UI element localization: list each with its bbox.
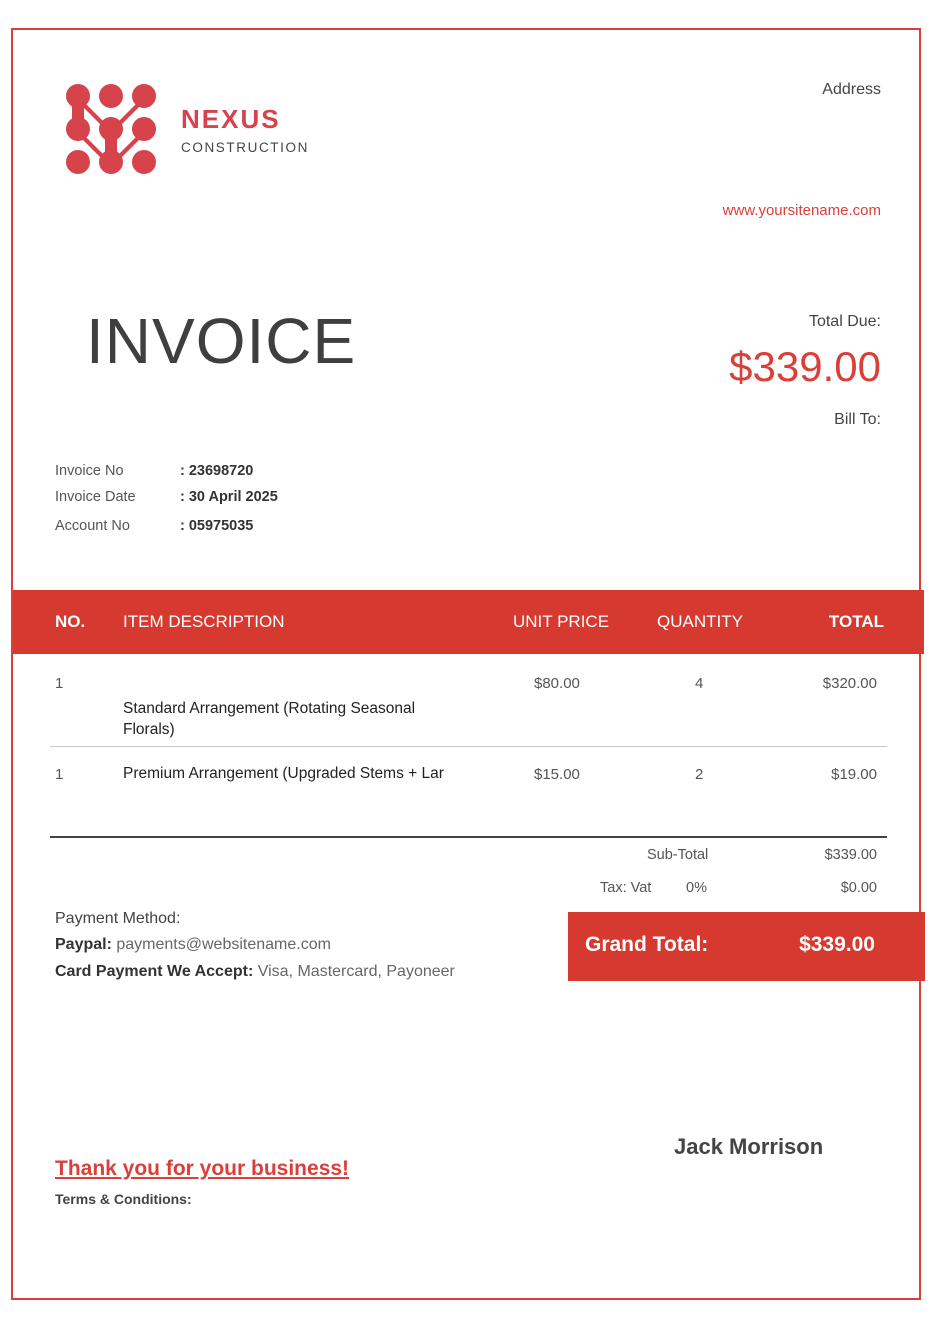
- bill-to-label: Bill To:: [834, 411, 881, 428]
- card-line: [55, 963, 455, 981]
- card-label: Card Payment We Accept:: [55, 963, 254, 980]
- paypal-value: payments@websitename.com: [116, 936, 331, 953]
- items-table-header: [13, 590, 924, 654]
- row-divider: [50, 746, 887, 747]
- invoice-no-value: : 23698720: [180, 463, 254, 479]
- row-unit-price: $15.00: [534, 766, 580, 783]
- tax-rate: 0%: [686, 880, 707, 896]
- subtotal-value: $339.00: [824, 847, 877, 863]
- row-description: Premium Arrangement (Upgraded Stems + Lar: [123, 765, 444, 782]
- website-link[interactable]: www.yoursitename.com: [722, 202, 881, 219]
- brand-subtitle: CONSTRUCTION: [181, 140, 309, 155]
- row-unit-price: $80.00: [534, 675, 580, 692]
- header-total: TOTAL: [828, 612, 884, 631]
- table-bottom-divider: [50, 836, 887, 838]
- brand-name: NEXUS: [181, 104, 281, 134]
- subtotal-label: Sub-Total: [647, 847, 709, 863]
- terms-label: Terms & Conditions:: [55, 1191, 192, 1207]
- invoice-date-value: : 30 April 2025: [180, 489, 278, 505]
- header-no: NO.: [55, 612, 86, 631]
- header-description: ITEM DESCRIPTION: [123, 612, 285, 631]
- row-no: 1: [55, 766, 64, 783]
- row-description: Standard Arrangement (Rotating Seasonal Florals): [123, 700, 416, 738]
- account-no-label: Account No: [55, 518, 130, 534]
- tax-label: Tax: Vat: [600, 880, 652, 896]
- grand-total-value: $339.00: [799, 933, 875, 956]
- nexus-logo-icon: [64, 80, 160, 180]
- total-due-amount: $339.00: [729, 343, 881, 390]
- row-total: $320.00: [822, 675, 877, 692]
- row-quantity: 4: [695, 675, 704, 692]
- paypal-label: Paypal:: [55, 936, 112, 953]
- invoice-date-label: Invoice Date: [55, 489, 136, 505]
- invoice-title: INVOICE: [86, 305, 357, 377]
- header-quantity: QUANTITY: [657, 612, 743, 631]
- grand-total-box: [568, 912, 925, 981]
- row-quantity: 2: [695, 766, 704, 783]
- header-unit-price: UNIT PRICE: [513, 612, 610, 631]
- address-label: Address: [822, 81, 881, 98]
- payment-method-label: Payment Method:: [55, 910, 181, 927]
- thank-you-text: Thank you for your business!: [55, 1157, 350, 1180]
- invoice-no-label: Invoice No: [55, 463, 124, 479]
- card-value: Visa, Mastercard, Payoneer: [257, 963, 455, 980]
- total-due-label: Total Due:: [808, 313, 881, 330]
- signature-name: Jack Morrison: [674, 1134, 824, 1159]
- grand-total-label: Grand Total:: [585, 933, 709, 956]
- row-total: $19.00: [831, 766, 877, 783]
- row-no: 1: [55, 675, 64, 692]
- account-no-value: : 05975035: [180, 518, 254, 534]
- tax-value: $0.00: [840, 880, 877, 896]
- paypal-line: [55, 936, 331, 954]
